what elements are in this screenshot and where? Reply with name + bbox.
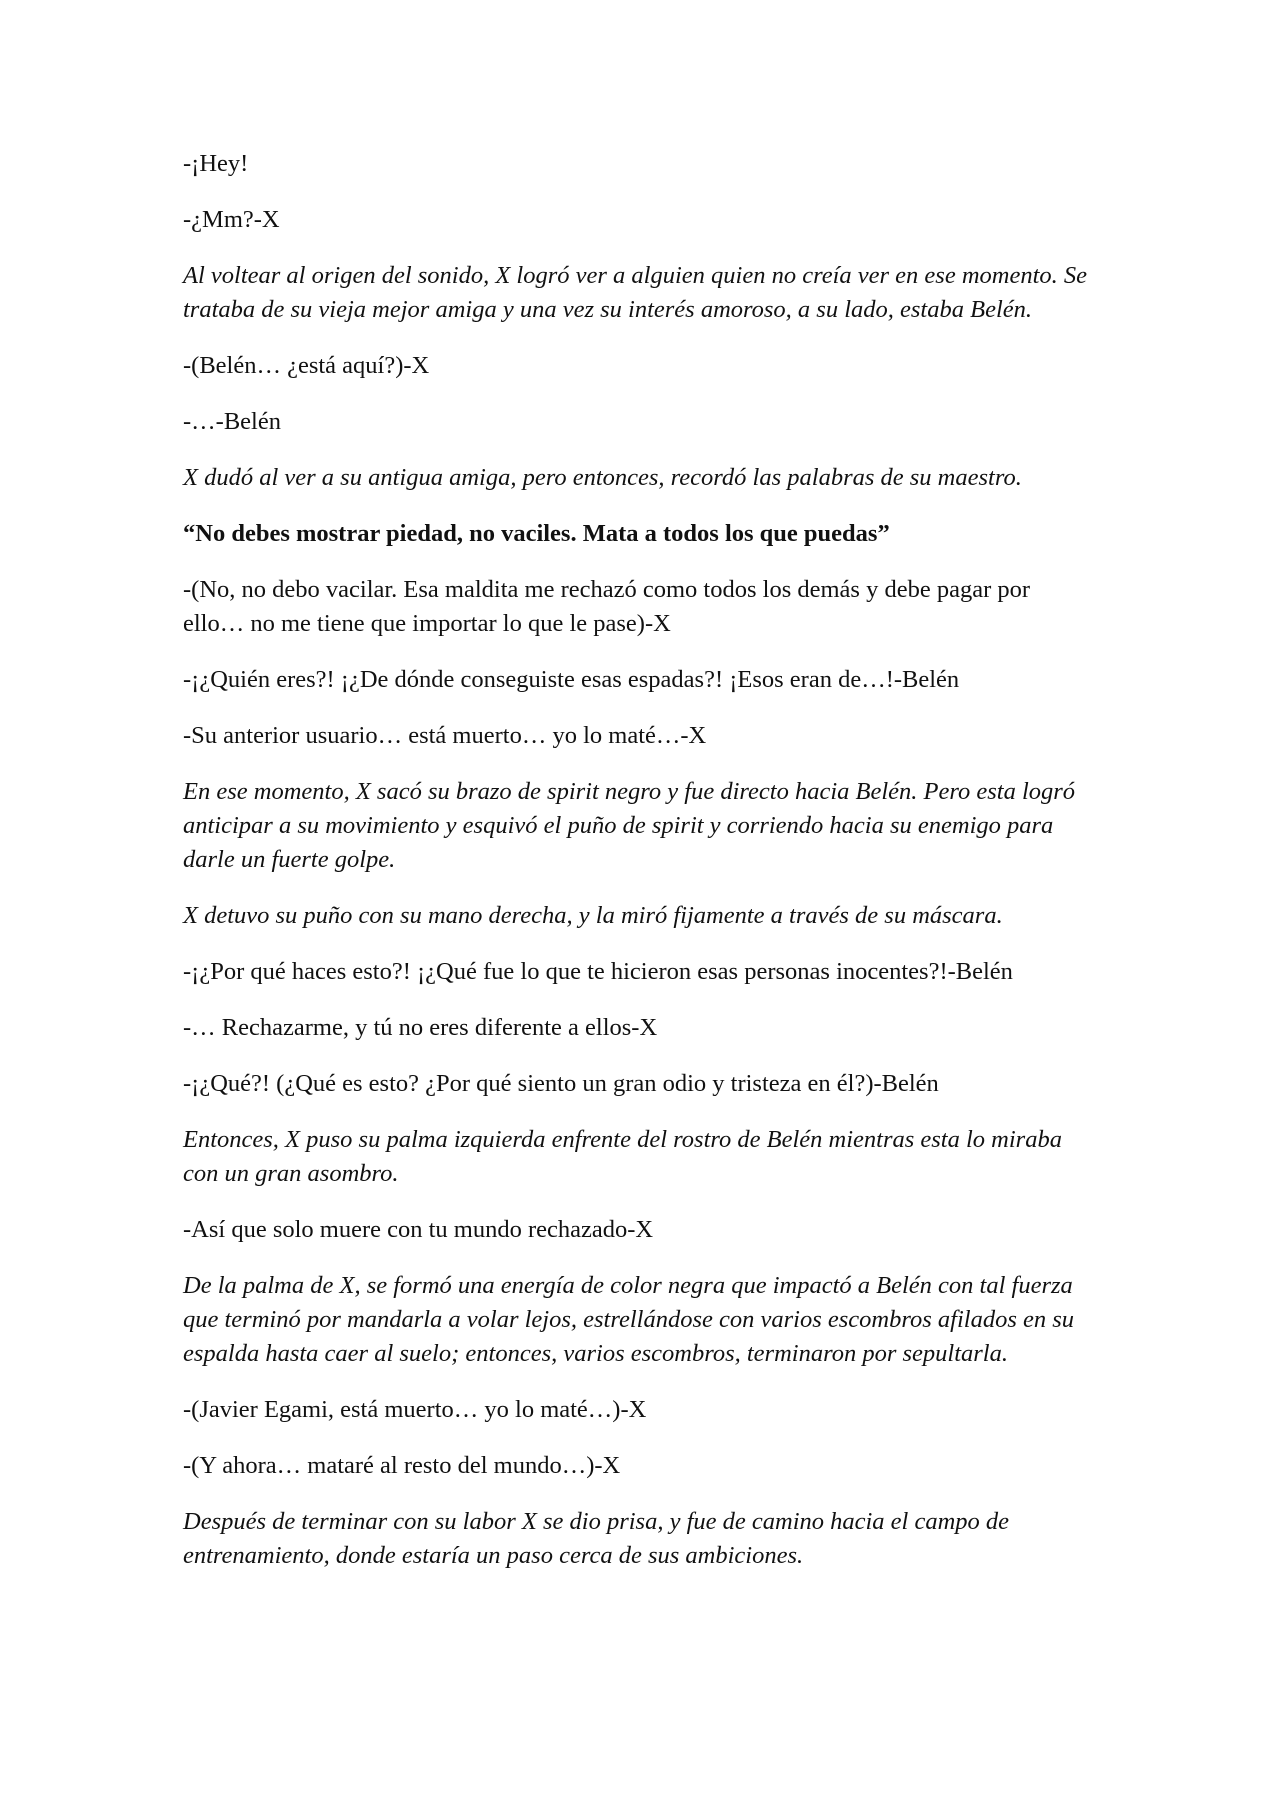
dialogue-line: -¡¿Quién eres?! ¡¿De dónde conseguiste esas espadas?! ¡Esos eran de…!-Belén [183,666,960,693]
dialogue-line: -Su anterior usuario… está muerto… yo lo maté…-X [183,722,707,749]
narration-paragraph: En ese momento, X sacó su brazo de spirit negro y fue directo hacia Belén. Pero esta logró anticipar a su movimiento y esquivó el puño de spirit y corriendo hacia su enemigo para darle un fuerte golpe. [183,778,1076,873]
narration-paragraph: Al voltear al origen del sonido, X logró ver a alguien quien no creía ver en ese momento. Se trataba de su vieja mejor amiga y una vez su interés amoroso, a su lado, estaba Belén. [183,262,1088,323]
dialogue-line: -¡Hey! [183,150,249,177]
dialogue-line: -(Y ahora… mataré al resto del mundo…)-X [183,1452,621,1479]
dialogue-line: -… Rechazarme, y tú no eres diferente a ellos-X [183,1014,658,1041]
bold-quote: “No debes mostrar piedad, no vaciles. Mata a todos los que puedas” [183,520,890,547]
narration-paragraph: Entonces, X puso su palma izquierda enfrente del rostro de Belén mientras esta lo miraba con un gran asombro. [183,1126,1062,1187]
dialogue-line: -¡¿Por qué haces esto?! ¡¿Qué fue lo que te hicieron esas personas inocentes?!-Belén [183,958,1013,985]
narration-paragraph: X dudó al ver a su antigua amiga, pero entonces, recordó las palabras de su maestro. [183,464,1022,491]
dialogue-line: -…-Belén [183,408,281,435]
dialogue-line: -Así que solo muere con tu mundo rechazado-X [183,1216,654,1243]
document-body [183,147,1095,1595]
dialogue-line: -(Belén… ¿está aquí?)-X [183,352,430,379]
dialogue-line: -¿Mm?-X [183,206,280,233]
dialogue-line: -¡¿Qué?! (¿Qué es esto? ¿Por qué siento un gran odio y tristeza en él?)-Belén [183,1070,939,1097]
narration-paragraph: De la palma de X, se formó una energía de color negra que impactó a Belén con tal fuerza que terminó por mandarla a volar lejos, estrellándose con varios escombros afilados en su espalda hasta caer al suelo; entonces, varios escombros, terminaron por sepultarla. [183,1272,1075,1367]
dialogue-line: -(Javier Egami, está muerto… yo lo maté…)-X [183,1396,647,1423]
dialogue-line: -(No, no debo vacilar. Esa maldita me rechazó como todos los demás y debe pagar por ello… no me tiene que importar lo que le pase)-X [183,576,1031,637]
narration-paragraph: Después de terminar con su labor X se dio prisa, y fue de camino hacia el campo de entrenamiento, donde estaría un paso cerca de sus ambiciones. [183,1508,1010,1569]
narration-paragraph: X detuvo su puño con su mano derecha, y la miró fijamente a través de su máscara. [183,902,1003,929]
